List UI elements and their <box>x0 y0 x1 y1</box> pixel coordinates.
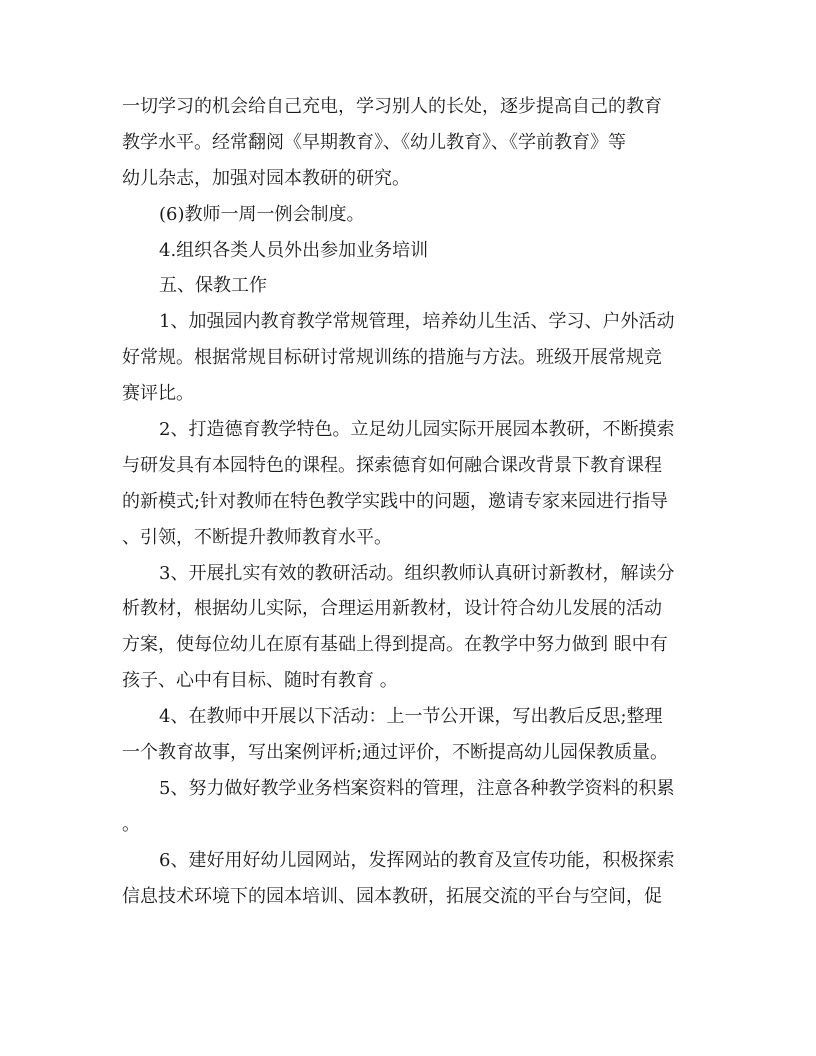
section-heading: 4.组织各类人员外出参加业务培训 <box>159 239 429 261</box>
text-line: 教学水平。经常翻阅《早期教育》、《幼儿教育》、《学前教育》等 <box>122 131 626 153</box>
text-line: 方案，使每位幼儿在原有基础上得到提高。在教学中努力做到 眼中有 <box>122 634 668 656</box>
document-body <box>122 89 694 914</box>
text-line: 、引领，不断提升教师教育水平。 <box>122 526 392 548</box>
text-line: 一切学习的机会给自己充电，学习别人的长处，逐步提高自己的教育 <box>122 96 662 117</box>
text-line: 2、打造德育教学特色。立足幼儿园实际开展园本教研，不断摸索 <box>159 419 675 441</box>
text-line: 3、开展扎实有效的教研活动。组织教师认真研讨新教材，解读分 <box>159 562 675 584</box>
text-line: 赛评比。 <box>122 383 194 405</box>
text-line: 与研发具有本园特色的课程。探索德育如何融合课改背景下教育课程 <box>122 454 662 476</box>
text-line: 一个教育故事，写出案例评析;通过评价，不断提高幼儿园保教质量。 <box>122 742 669 764</box>
section-heading: 五、保教工作 <box>159 275 267 297</box>
text-line: 孩子、心中有目标、随时有教育 。 <box>122 670 398 692</box>
text-line: 好常规。根据常规目标研讨常规训练的措施与方法。班级开展常规竞 <box>122 347 662 369</box>
text-line: 4、在教师中开展以下活动：上一节公开课，写出教后反思;整理 <box>159 706 663 728</box>
text-line: 5、努力做好教学业务档案资料的管理，注意各种教学资料的积累 <box>159 777 675 799</box>
text-line: 的新模式;针对教师在特色教学实践中的问题，邀请专家来园进行指导 <box>122 490 669 512</box>
text-line: 6、建好用好幼儿园网站，发挥网站的教育及宣传功能，积极探索 <box>159 849 675 871</box>
text-line: 1、加强园内教育教学常规管理，培养幼儿生活、学习、户外活动 <box>159 311 675 333</box>
text-line: 。 <box>122 813 140 835</box>
text-line: 信息技术环境下的园本培训、园本教研，拓展交流的平台与空间，促 <box>122 885 662 907</box>
text-line: (6)教师一周一例会制度。 <box>159 203 365 225</box>
text-line: 幼儿杂志，加强对园本教研的研究。 <box>122 167 410 189</box>
text-line: 析教材，根据幼儿实际，合理运用新教材，设计符合幼儿发展的活动 <box>122 598 662 620</box>
